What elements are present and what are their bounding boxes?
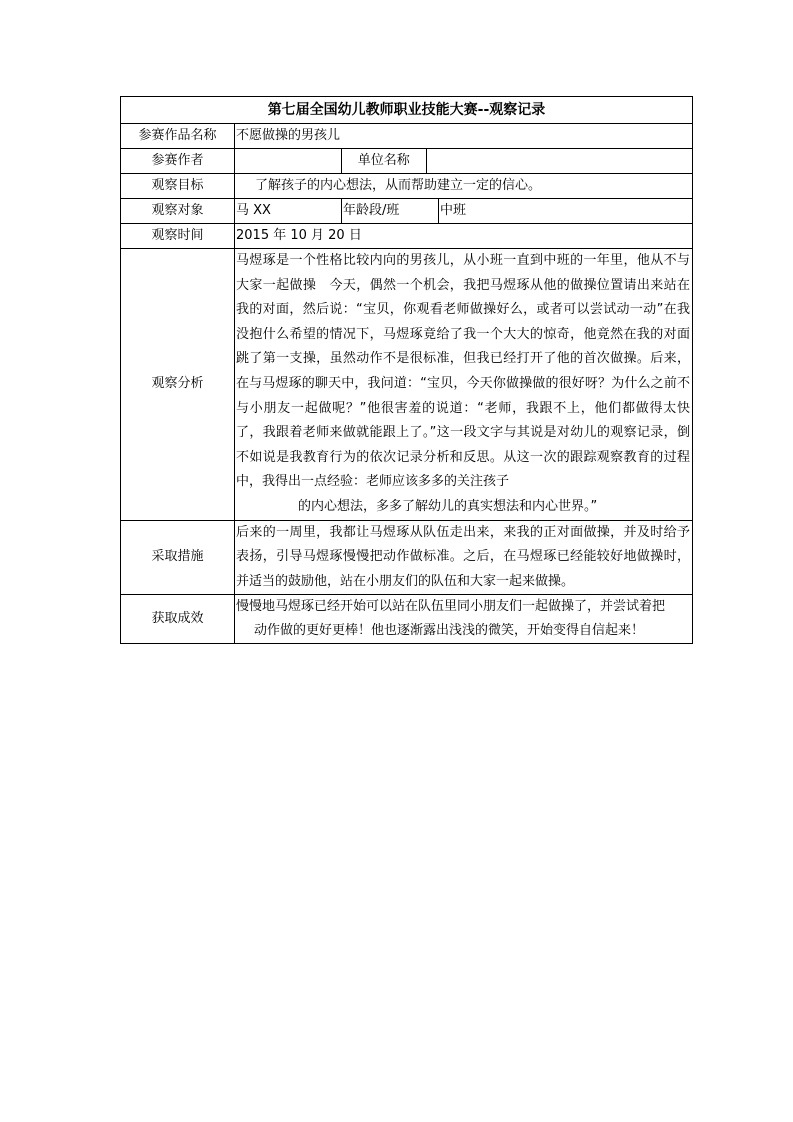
analysis-content	[235, 249, 693, 521]
analysis-label: 观察分析	[121, 249, 235, 521]
subject-value: 马 XX	[235, 199, 342, 224]
author-value	[235, 149, 342, 174]
unit-subtable	[342, 149, 692, 173]
analysis-text: 马煜琢是一个性格比较内向的男孩儿，从小班一直到中班的一年里，他从不与大家一起做操 今天，偶然一个机会，我把马煜琢从他的做操位置请出来站在我的对面，然后说：“宝贝，你观看老师做操好么，或者可以尝试动一动”在我没抱什么希望的情况下，马煜琢竟给了我一个大大的惊奇，他竟然在我的对面跳了第一支操，虽然动作不是很标准，但我已经打开了他的首次做操。后来，在与马煜琢的聊天中，我问道：“宝贝，今天你做操做的很好呀？为什么之前不与小朋友一起做呢？”他很害羞的说道：“老师，我跟不上，他们都做得太快了，我跟着老师来做就能跟上了。”这一段文字与其说是对幼儿的观察记录，倒不如说是我教育行为的依次记录分析和反思。从这一次的跟踪观察教育的过程中，我得出一点经验：老师应该多多的关注孩子	[236, 253, 690, 490]
goal-value: 了解孩子的内心想法，从而帮助建立一定的信心。	[235, 174, 693, 199]
work-name-value: 不愿做操的男孩儿	[235, 124, 693, 149]
time-label: 观察时间	[121, 224, 235, 249]
result-line-2: 动作做的更好更棒！他也逐渐露出浅浅的微笑，开始变得自信起来！	[254, 623, 645, 639]
result-content	[235, 595, 693, 644]
result-label: 获取成效	[121, 595, 235, 644]
unit-value	[426, 149, 692, 173]
observation-record-sheet	[120, 96, 692, 644]
time-value: 2015 年 10 月 20 日	[235, 224, 693, 249]
observation-table	[120, 96, 693, 644]
goal-label: 观察目标	[121, 174, 235, 199]
measures-text: 后来的一周里，我都让马煜琢从队伍走出来，来我的正对面做操，并及时给予表扬，引导马煜琢慢慢把动作做标准。之后，在马煜琢已经能较好地做操时，并适当的鼓励他，站在小朋友们的队伍和大家一起来做操。	[235, 520, 693, 595]
subject-label: 观察对象	[121, 199, 235, 224]
work-name-label: 参赛作品名称	[121, 124, 235, 149]
age-label: 年龄段/班	[342, 199, 439, 224]
measures-label: 采取措施	[121, 520, 235, 595]
document-title: 第七届全国幼儿教师职业技能大赛--观察记录	[121, 97, 693, 124]
unit-cell	[342, 149, 693, 174]
unit-label: 单位名称	[342, 149, 426, 173]
result-line-1: 慢慢地马煜琢已经开始可以站在队伍里同小朋友们一起做操了，并尝试着把	[236, 599, 666, 615]
author-label: 参赛作者	[121, 149, 235, 174]
analysis-last-line: 的内心想法，多多了解幼儿的真实想法和内心世界。”	[298, 498, 598, 514]
age-value: 中班	[439, 199, 693, 224]
